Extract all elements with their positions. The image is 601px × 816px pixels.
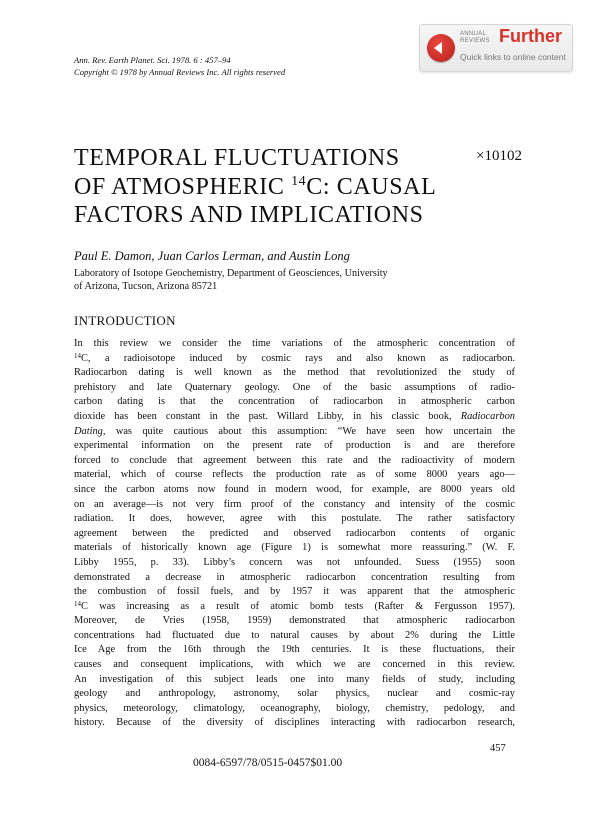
title-line-3: FACTORS AND IMPLICATIONS — [74, 202, 424, 228]
annual-reviews-brand: ANNUAL REVIEWS — [460, 31, 490, 44]
further-online-banner[interactable] — [419, 24, 573, 72]
page-number: 457 — [490, 743, 506, 754]
text-line: prehistory and late Quaternary geology. One of the basic assumptions of radio- — [74, 381, 515, 393]
text-line: forced to conclude that agreement between this rate and the radioactivity of modern — [74, 454, 515, 466]
text-line: material, which of course reflects the production rate as of some 8000 years ago— — [74, 469, 515, 481]
text-line: An investigation of this subject leads one into many fields of study, including — [74, 673, 515, 685]
text-line: $^{14}$C was increasing as a result of atomic bomb tests (Rafter & Fergusson 1957). — [74, 599, 515, 612]
journal-citation: Ann. Rev. Earth Planet. Sci. 1978. 6 : 457–94 — [74, 55, 231, 65]
book-title: Dating — [74, 425, 103, 437]
text-line: since the carbon atoms now found in modern wood, for example, are 8000 years old — [74, 483, 515, 495]
title-line-2: OF ATMOSPHERIC $^{14}$C: CAUSAL — [74, 173, 437, 200]
article-title — [74, 144, 436, 230]
text-line: radiation. It does, however, agree with this postulate. The rather satisfactory — [74, 513, 515, 525]
text-line: causes and consequent implications, with which we are concerned in this review. — [74, 659, 515, 671]
affiliation: Laboratory of Isotope Geochemistry, Department of Geosciences, University of Arizona, Tucson, Arizona 85721 — [74, 268, 388, 292]
citation-block — [74, 55, 285, 78]
text-line: In this review we consider the time variations of the atmospheric concentration of — [74, 338, 515, 349]
text-line: materials of historically known age (Figure 1) is somewhat more reassuring.” (W. F. — [74, 542, 515, 554]
text-line: Moreover, de Vries (1958, 1959) demonstrated that atmospheric radiocarbon — [74, 615, 515, 627]
text-line: agreement between the predicted and observed radiocarbon contents of organic — [74, 527, 515, 539]
quick-links-label: Quick links to online content — [460, 52, 566, 62]
play-logo-icon — [427, 34, 455, 62]
body-paragraph — [74, 337, 515, 731]
reference-code: ×10102 — [476, 148, 522, 164]
text-line: Ice Age from the 16th through the 19th centuries. It is these fluctuations, their — [74, 644, 515, 656]
text-line: the combustion of fossil fuels, and by 1957 it was apparent that the atmospheric — [74, 586, 515, 598]
text-line: demonstrated a decrease in atmospheric radiocarbon concentration resulting from — [74, 571, 515, 583]
further-label: Further — [499, 26, 562, 46]
text-line: dioxide has been constant in the past. Willard Libby, in his classic book, Radiocarbon — [74, 410, 515, 422]
text-line: experimental information on the present rate of production is and are therefore — [74, 440, 515, 452]
authors: Paul E. Damon, Juan Carlos Lerman, and Austin Long — [74, 249, 350, 263]
text-line: on an average—is not very firm proof of the constancy and intensity of the cosmic — [74, 498, 515, 510]
footer-code: 0084-6597/78/0515-0457$01.00 — [193, 757, 343, 769]
book-title: Radiocarbon — [460, 410, 515, 422]
text-line: physics, meteorology, climatology, oceanography, biology, chemistry, pedology, and — [74, 702, 515, 714]
text-line: Dating, was quite cautious about this assumption: “We have seen how uncertain the — [74, 425, 515, 437]
text-line: Libby 1955, p. 33). Libby’s concern was not unfounded. Suess (1955) soon — [74, 556, 515, 568]
text-line: history. Because of the diversity of disciplines interacting with radiocarbon research, — [74, 717, 515, 729]
copyright-notice: Copyright © 1978 by Annual Reviews Inc. All rights reserved — [74, 66, 286, 77]
text-line: concentrations had fluctuated due to natural causes by about 2% during the Little — [74, 629, 515, 641]
text-line: $^{14}$C, a radioisotope induced by cosmic rays and also known as radiocarbon. — [74, 351, 515, 364]
text-line: geology and anthropology, astronomy, solar physics, nuclear and cosmic-ray — [74, 688, 515, 700]
text-line: Radiocarbon dating is well known as the method that revolutionized the study of — [74, 367, 515, 379]
text-line: carbon dating is that the concentration of radiocarbon in atmospheric carbon — [74, 396, 515, 408]
title-line-1: TEMPORAL FLUCTUATIONS — [74, 145, 400, 171]
section-heading: INTRODUCTION — [74, 313, 176, 328]
